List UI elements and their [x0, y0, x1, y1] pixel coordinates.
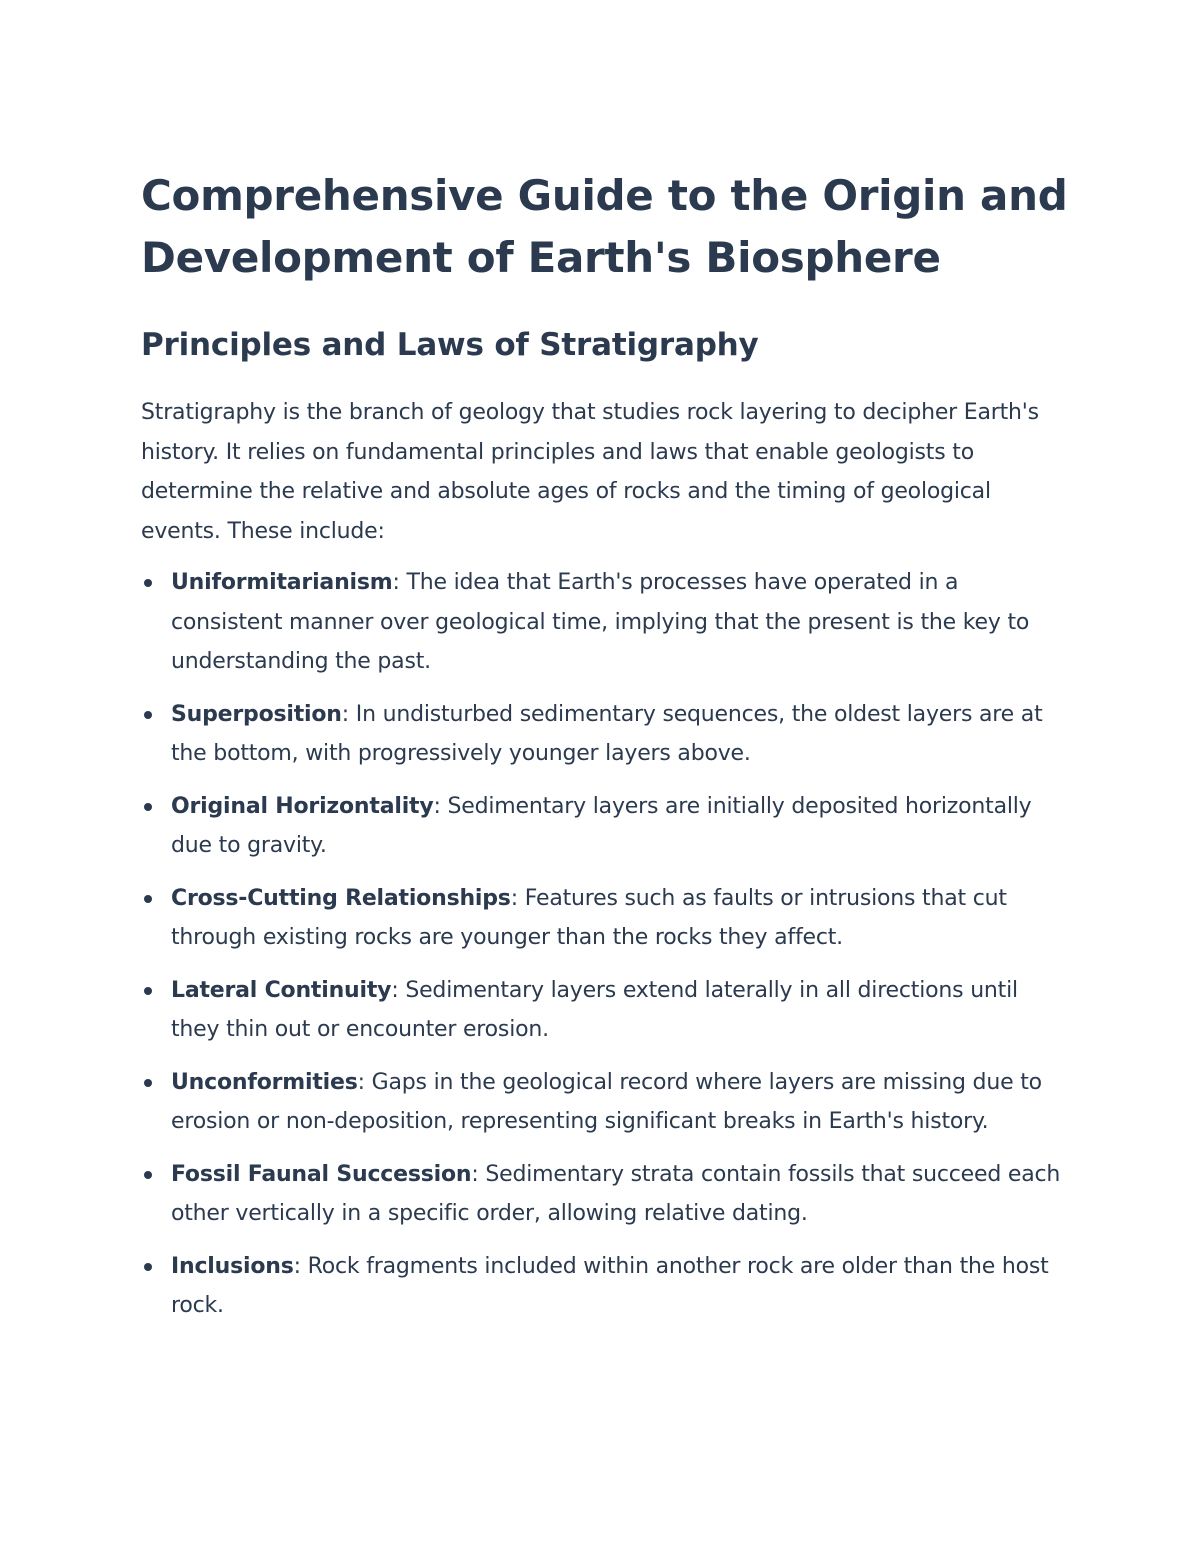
principle-term: Original Horizontality — [171, 793, 434, 819]
principles-list — [141, 563, 1071, 1326]
bullet-icon — [144, 1263, 152, 1271]
bullet-icon — [144, 1171, 152, 1179]
principle-term: Unconformities — [171, 1069, 358, 1095]
principle-separator: : — [391, 977, 399, 1003]
principle-description: Features such as faults or intrusions that cut through existing rocks are younger than the rocks they affect. — [171, 885, 1007, 950]
list-item — [141, 971, 1071, 1050]
bullet-icon — [144, 579, 152, 587]
bullet-icon — [144, 987, 152, 995]
bullet-icon — [144, 711, 152, 719]
document-title-line-2: Development of Earth's Biosphere — [141, 233, 941, 282]
principle-description: In undisturbed sedimentary sequences, the oldest layers are at the bottom, with progressively younger layers above. — [171, 701, 1043, 766]
document-title-line-1: Comprehensive Guide to the Origin and — [141, 171, 1068, 220]
list-item — [141, 787, 1071, 866]
document-title — [141, 165, 1071, 289]
principle-separator: : — [433, 793, 441, 819]
principle-description: Gaps in the geological record where layers are missing due to erosion or non-deposition, representing significant breaks in Earth's history. — [171, 1069, 1042, 1134]
principle-term: Lateral Continuity — [171, 977, 392, 1003]
intro-paragraph: Stratigraphy is the branch of geology that studies rock layering to decipher Earth's history. It relies on fundamental principles and laws that enable geologists to determine the relative and absolute ages of rocks and the timing of geological events. These include: — [141, 400, 1039, 544]
principle-separator: : — [510, 885, 518, 911]
document-page — [141, 165, 1071, 1339]
principle-description: Sedimentary strata contain fossils that succeed each other vertically in a specific order, allowing relative dating. — [171, 1161, 1061, 1226]
list-item — [141, 563, 1071, 682]
list-item — [141, 695, 1071, 774]
principle-term: Fossil Faunal Succession — [171, 1161, 472, 1187]
bullet-icon — [144, 895, 152, 903]
principle-term: Inclusions — [171, 1253, 294, 1279]
principle-separator: : — [471, 1161, 479, 1187]
principle-description: Rock fragments included within another rock are older than the host rock. — [171, 1253, 1049, 1318]
list-item — [141, 879, 1071, 958]
principle-description: Sedimentary layers are initially deposited horizontally due to gravity. — [171, 793, 1032, 858]
principle-term: Uniformitarianism — [171, 570, 393, 595]
principle-term: Cross-Cutting Relationships — [171, 885, 511, 911]
principle-separator: : — [293, 1253, 301, 1279]
bullet-icon — [144, 803, 152, 811]
list-item — [141, 1155, 1071, 1234]
principle-separator: : — [392, 570, 400, 595]
principle-description: Sedimentary layers extend laterally in all directions until they thin out or encounter erosion. — [171, 977, 1018, 1042]
principle-separator: : — [341, 701, 349, 727]
list-item — [141, 1063, 1071, 1142]
principle-description: The idea that Earth's processes have operated in a consistent manner over geological time, implying that the present is the key to understanding the past. — [171, 570, 1030, 674]
list-item — [141, 1247, 1071, 1326]
principle-term: Superposition — [171, 701, 342, 727]
section-heading: Principles and Laws of Stratigraphy — [141, 327, 759, 363]
bullet-icon — [144, 1079, 152, 1087]
principle-separator: : — [357, 1069, 365, 1095]
